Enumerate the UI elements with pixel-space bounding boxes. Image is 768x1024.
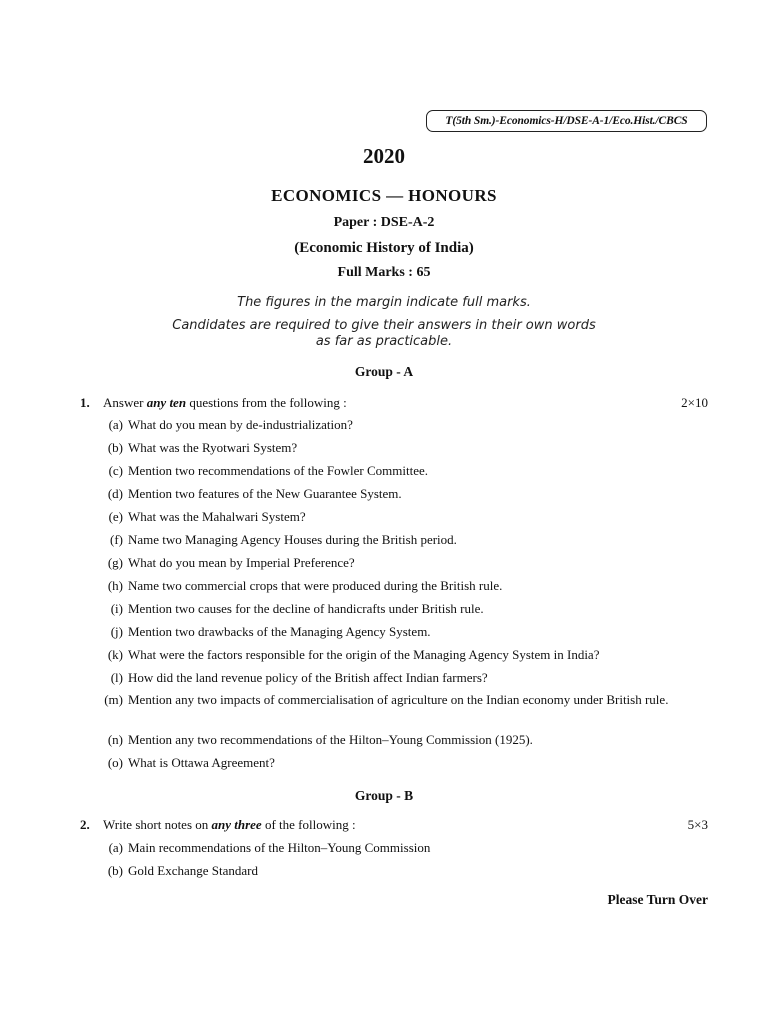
question-number: 2. — [80, 817, 90, 832]
question-emphasis: any three — [211, 817, 262, 832]
question-text-part: Answer — [103, 395, 147, 410]
sub-question-label: (a) — [108, 840, 123, 855]
sub-question-label: (b) — [107, 440, 123, 455]
question-instruction — [103, 817, 356, 833]
sub-question-text: Mention two drawbacks of the Managing Agency System. — [128, 624, 431, 639]
sub-question-label: (f) — [110, 532, 123, 547]
sub-question-text: What do you mean by de-industrialization? — [128, 417, 353, 432]
sub-question-text: What was the Mahalwari System? — [128, 509, 306, 524]
sub-question-label: (h) — [107, 578, 123, 593]
sub-question-label: (b) — [107, 863, 123, 878]
sub-question-text: Name two Managing Agency Houses during the British period. — [128, 532, 457, 547]
sub-question-text: What is Ottawa Agreement? — [128, 755, 275, 770]
paper-code-box — [426, 110, 707, 132]
question-number: 1. — [80, 395, 90, 410]
sub-question-label: (d) — [107, 486, 123, 501]
sub-question-text: What do you mean by Imperial Preference? — [128, 555, 355, 570]
sub-question-label: (c) — [108, 463, 123, 478]
sub-question-text: Gold Exchange Standard — [128, 863, 258, 878]
sub-question-label: (a) — [108, 417, 123, 432]
sub-question-label: (k) — [107, 647, 123, 662]
instruction-line-2: Candidates are required to give their answers in their own words — [172, 318, 596, 333]
sub-question-label: (e) — [108, 509, 123, 524]
paper-code: T(5th Sm.)-Economics-H/DSE-A-1/Eco.Hist./CBCS — [445, 115, 688, 127]
sub-question-text: How did the land revenue policy of the British affect Indian farmers? — [128, 670, 488, 685]
sub-question-text: Mention two recommendations of the Fowler Committee. — [128, 463, 429, 478]
instruction-line-3: as far as practicable. — [315, 334, 453, 349]
sub-question-text: What were the factors responsible for the origin of the Managing Agency System in India? — [128, 647, 600, 662]
paper-code-title: Paper : DSE-A-2 — [333, 215, 435, 230]
group-a-heading: Group - A — [354, 364, 414, 379]
question-emphasis: any ten — [146, 395, 187, 410]
question-text-part: of the following : — [261, 817, 356, 832]
question-marks: 5×3 — [687, 817, 708, 832]
question-marks: 2×10 — [681, 395, 708, 410]
question-text-part: Write short notes on — [103, 817, 212, 832]
sub-question-text: Name two commercial crops that were produced during the British rule. — [128, 578, 503, 593]
sub-question-label: (j) — [110, 624, 123, 639]
group-b-heading: Group - B — [354, 788, 414, 803]
sub-question-text: Mention any two recommendations of the Hilton–Young Commission (1925). — [128, 732, 533, 747]
sub-question-label: (l) — [110, 670, 123, 685]
sub-question-label: (m) — [104, 692, 123, 707]
exam-year: 2020 — [363, 144, 405, 168]
sub-question-label: (i) — [110, 601, 123, 616]
sub-question-text: Mention any two impacts of commercialisation of agriculture on the Indian economy under British rule. — [128, 692, 669, 707]
question-text-part: questions from the following : — [186, 395, 347, 410]
sub-question-label: (n) — [107, 732, 123, 747]
sub-question-label: (g) — [107, 555, 123, 570]
sub-question-text: Mention two causes for the decline of handicrafts under British rule. — [128, 601, 484, 616]
paper-title: (Economic History of India) — [294, 240, 474, 256]
subject-title: ECONOMICS — HONOURS — [271, 186, 497, 205]
instruction-line-1: The figures in the margin indicate full marks. — [237, 295, 531, 310]
please-turn-over: Please Turn Over — [607, 892, 708, 907]
question-instruction — [103, 395, 347, 411]
sub-question-text: What was the Ryotwari System? — [128, 440, 298, 455]
sub-question-label: (o) — [107, 755, 123, 770]
sub-question-text: Mention two features of the New Guarantee System. — [128, 486, 402, 501]
full-marks: Full Marks : 65 — [337, 265, 431, 280]
sub-question-text: Main recommendations of the Hilton–Young Commission — [128, 840, 431, 855]
